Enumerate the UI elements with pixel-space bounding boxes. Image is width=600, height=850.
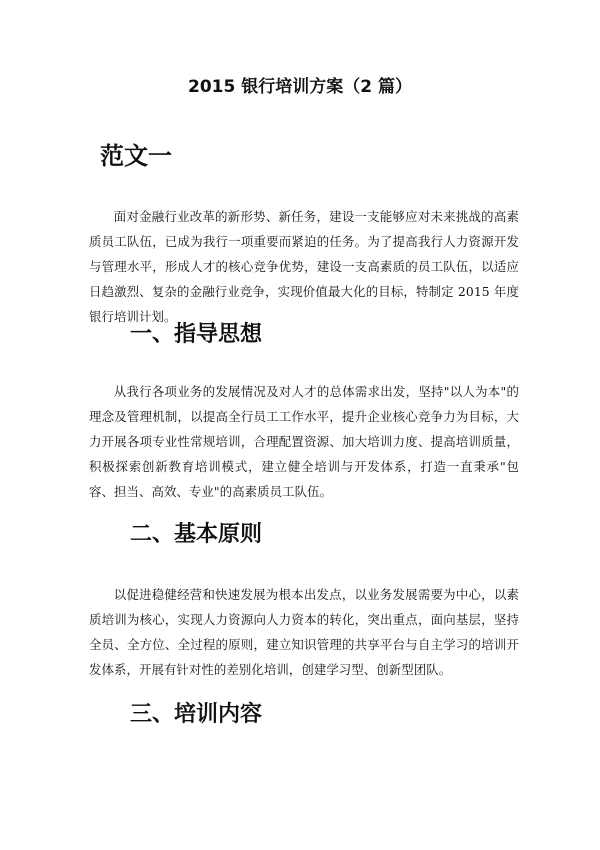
- heading-guiding-ideology: 一、指导思想: [130, 322, 263, 347]
- document-title: 2015 银行培训方案（2 篇）: [188, 77, 412, 97]
- paragraph-guiding-ideology: 从我行各项业务的发展情况及对人才的总体需求出发，坚持"以人为本"的理念及管理机制，以提高全行员工工作水平，提升企业核心竞争力为目标，大力开展各项专业性常规培训，合理配置资源、加大培训力度、提高培训质量，积极探索创新教育培训模式，建立健全培训与开发体系，打造一直秉承"包容、担当、高效、专业"的高素质员工队伍。: [89, 384, 519, 499]
- heading-basic-principles: 二、基本原则: [130, 522, 263, 547]
- section-title-fanwen-1: 范文一: [100, 142, 172, 170]
- paragraph-basic-principles: 以促进稳健经营和快速发展为根本出发点，以业务发展需要为中心，以素质培训为核心，实现人力资源向人力资本的转化，突出重点，面向基层，坚持全员、全方位、全过程的原则，建立知识管理的共享平台与自主学习的培训开发体系，开展有针对性的差别化培训，创建学习型、创新型团队。: [89, 587, 519, 677]
- intro-paragraph: 面对金融行业改革的新形势、新任务，建设一支能够应对未来挑战的高素质员工队伍，已成为我行一项重要而紧迫的任务。为了提高我行人力资源开发与管理水平，形成人才的核心竞争优势，建设一支高素质的员工队伍，以适应日趋激烈、复杂的金融行业竞争，实现价值最大化的目标，特制定 2015 年度银行培训计划。: [89, 209, 519, 324]
- heading-training-content: 三、培训内容: [130, 702, 263, 727]
